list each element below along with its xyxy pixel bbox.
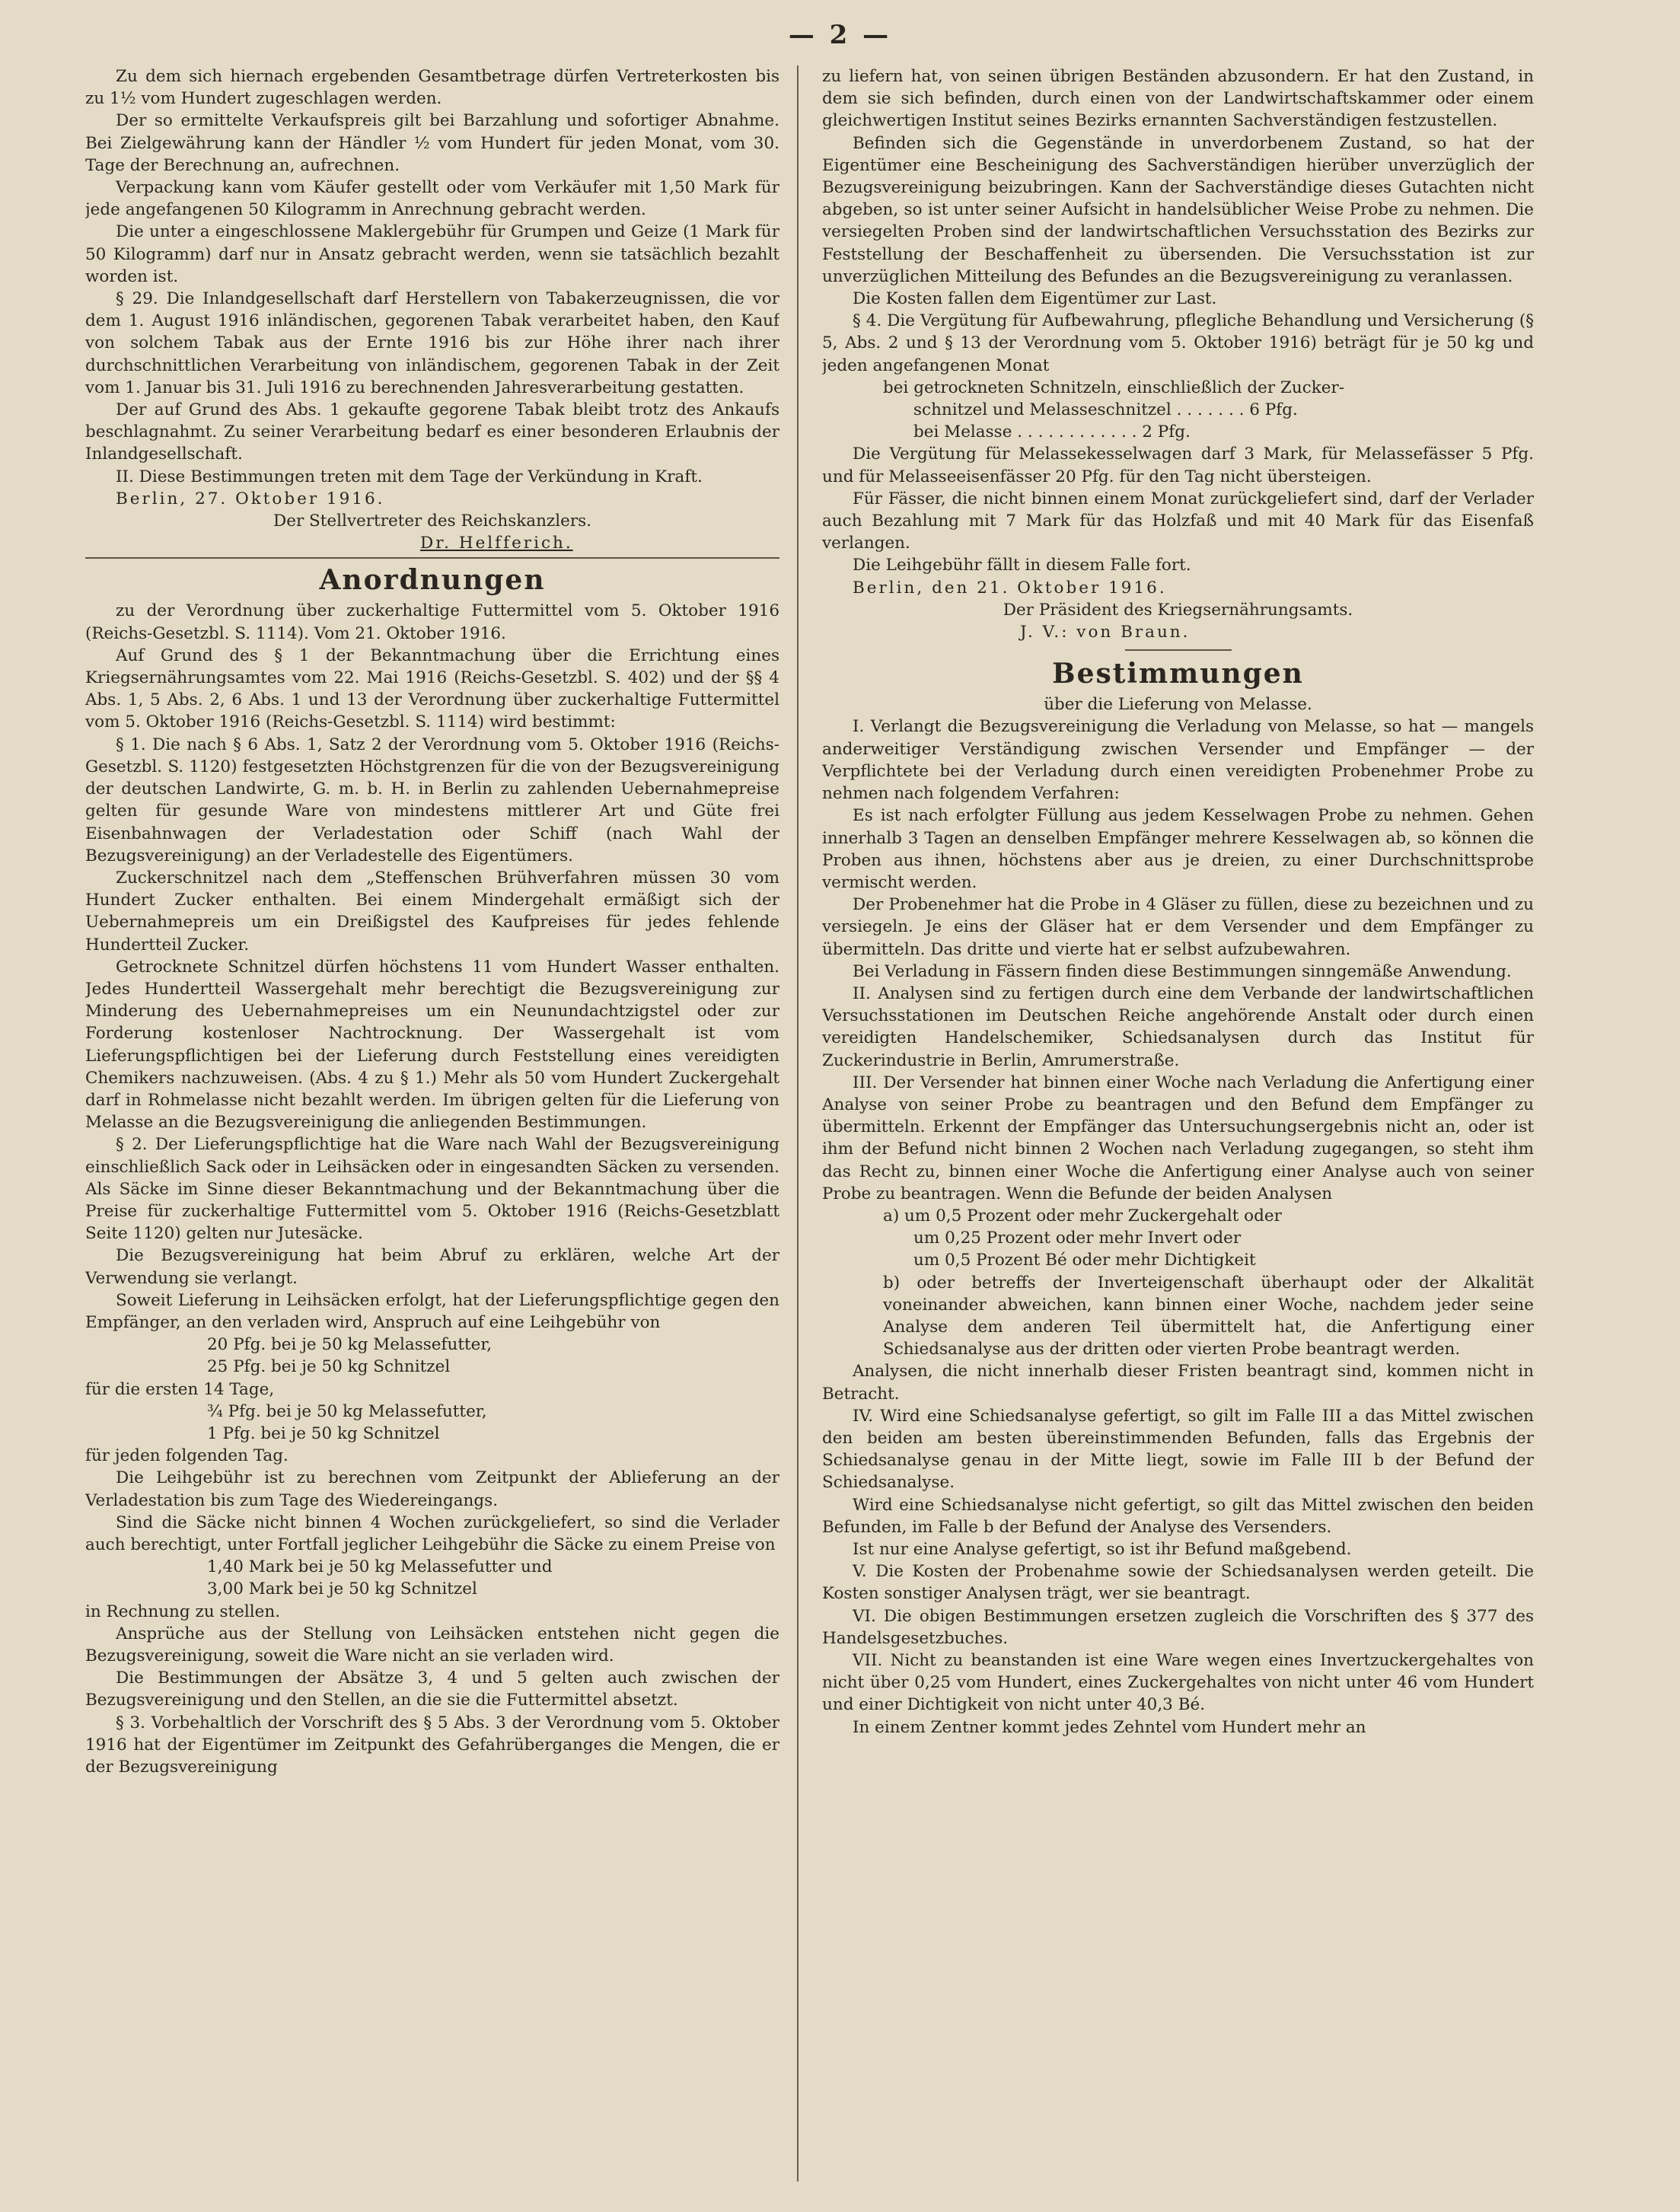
section-divider bbox=[85, 557, 779, 559]
section-heading: Anordnungen bbox=[319, 564, 546, 597]
section-heading: Bestimmungen bbox=[1052, 658, 1304, 690]
paragraph: III. Der Versender hat binnen einer Woche nach Verladung die Anfertigung einer Analyse von seiner Probe zu beantragen und den Befund dem Empfänger zu übermitteln. Erkennt der Empfänger das Untersuchungsergebnis nicht an, oder ist ihm der Befund nicht binnen 2 Wochen nach Verladung zugegangen, so steht ihm das Recht zu, binnen einer Woche die Anfertigung einer Analyse auch von seiner Probe zu beantragen. Wenn die Befunde der beiden Analysen bbox=[822, 1073, 1534, 1203]
fee-line: 25 Pfg. bei je 50 kg Schnitzel bbox=[207, 1357, 451, 1377]
paragraph: Auf Grund des § 1 der Bekanntmachung über die Errichtung eines Kriegsernährungsamtes vom 22. Mai 1916 (Reichs-Gesetzbl. S. 402) und der §§ 4 Abs. 1, 5 Abs. 2, 6 Abs. 1 und 13 der Verordnung über zuckerhaltige Futtermittel vom 5. Oktober 1916 (Reichs-Gesetzbl. S. 1114) wird bestimmt: bbox=[85, 645, 779, 732]
paragraph: I. Verlangt die Bezugsvereinigung die Verladung von Melasse, so hat — mangels anderweitiger Verständigung zwischen Versender und Empfänger — der Verpflichtete bei der Verladung durch einen vereidigten Probenehmer Probe zu nehmen nach folgendem Verfahren: bbox=[822, 717, 1534, 804]
paragraph: Die Bezugsvereinigung hat beim Abruf zu erklären, welche Art der Verwendung sie verlangt. bbox=[85, 1246, 779, 1288]
paragraph: VI. Die obigen Bestimmungen ersetzen zugleich die Vorschriften des § 377 des Handelsgesetzbuches. bbox=[822, 1606, 1534, 1648]
date-line: Berlin, den 21. Oktober 1916. bbox=[853, 578, 1167, 598]
paragraph: Getrocknete Schnitzel dürfen höchstens 11 vom Hundert Wasser enthalten. Jedes Hundertteil Wassergehalt mehr berechtigt die Bezugsvereinigung zur Minderung des Uebernahmepreises um ein Neunundachtzigstel oder zur Forderung kostenloser Nachtrocknung. Der Wassergehalt ist vom Lieferungspflichtigen bei der Lieferung durch Feststellung eines vereidigten Chemikers nachzuweisen. (Abs. 4 zu § 1.) Mehr als 50 vom Hundert Zuckergehalt darf in Rohmelasse nicht bezahlt werden. Im übrigen gelten für die Lieferung von Melasse an die Bezugsvereinigung die anliegenden Bestimmungen. bbox=[85, 957, 779, 1133]
paragraph: Für Fässer, die nicht binnen einem Monat zurückgeliefert sind, darf der Verlader auch Bezahlung mit 7 Mark für das Holzfaß und mit 40 Mark für das Eisenfaß verlangen. bbox=[822, 489, 1534, 553]
paragraph: Der Probenehmer hat die Probe in 4 Gläser zu füllen, diese zu bezeichnen und zu versiegeln. Je eins der Gläser hat er dem Versender und dem Empfänger zu übermitteln. Das dritte und vierte hat er selbst aufzubewahren. bbox=[822, 895, 1534, 959]
list-item: b) oder betreffs der Inverteigenschaft überhaupt oder der Alkalität voneinander abweichen, kann binnen einer Woche, nachdem jeder seine Analyse dem anderen Teil übermittelt hat, die Anfertigung einer Schiedsanalyse aus der dritten oder vierten Probe beantragt werden. bbox=[883, 1273, 1534, 1359]
paragraph: Die Leihgebühr ist zu berechnen vom Zeitpunkt der Ablieferung an der Verladestation bis zum Tage des Wiedereingangs. bbox=[85, 1468, 779, 1510]
paragraph: Der auf Grund des Abs. 1 gekaufte gegorene Tabak bleibt trotz des Ankaufs beschlagnahmt. Zu seiner Verarbeitung bedarf es einer besonderen Erlaubnis der Inlandgesellschaft. bbox=[85, 400, 779, 464]
paragraph: II. Analysen sind zu fertigen durch eine dem Verbande der landwirtschaftlichen Versuchsstationen im Deutschen Reiche angehörende Anstalt oder durch einen vereidigten Handelschemiker, Schiedsanalysen durch das Institut für Zuckerindustrie in Berlin, Amrumerstraße. bbox=[822, 983, 1534, 1070]
list-item: um 0,5 Prozent Bé oder mehr Dichtigkeit bbox=[913, 1251, 1256, 1270]
paragraph: II. Diese Bestimmungen treten mit dem Tage der Verkündung in Kraft. bbox=[116, 467, 703, 486]
paragraph: Befinden sich die Gegenstände in unverdorbenem Zustand, so hat der Eigentümer eine Bescheinigung des Sachverständigen hierüber unverzüglich der Bezugsvereinigung beizubringen. Kann der Sachverständige dieses Gutachten nicht abgeben, so ist unter seiner Aufsicht in handelsüblicher Weise Probe zu nehmen. Die versiegelten Proben sind der landwirtschaftlichen Versuchsstation des Bezirks zur Feststellung der Beschaffenheit zu übersenden. Die Versuchsstation ist zur unverzüglichen Mitteilung des Befundes an die Bezugsvereinigung zu veranlassen. bbox=[822, 133, 1534, 286]
signer-name: Dr. Helfferich. bbox=[420, 534, 573, 553]
paragraph: Es ist nach erfolgter Füllung aus jedem Kesselwagen Probe zu nehmen. Gehen innerhalb 3 Tagen an denselben Empfänger mehrere Kesselwagen ab, so können die Proben aus ihnen, höchstens aber aus je dreien, zu einer Durchschnittsprobe vermischt werden. bbox=[822, 806, 1534, 892]
fee-line: bei getrockneten Schnitzeln, einschließlich der Zucker- bbox=[883, 378, 1345, 397]
price-line: 3,00 Mark bei je 50 kg Schnitzel bbox=[207, 1579, 477, 1599]
list-item: a) um 0,5 Prozent oder mehr Zuckergehalt oder bbox=[883, 1206, 1282, 1226]
paragraph: Wird eine Schiedsanalyse nicht gefertigt, so gilt das Mittel zwischen den beiden Befunden, im Falle b der Befund der Analyse des Versenders. bbox=[822, 1495, 1534, 1537]
paragraph: Die Vergütung für Melassekesselwagen darf 3 Mark, für Melassefässer 5 Pfg. und für Melasseeisenfässer 20 Pfg. für den Tag nicht übersteigen. bbox=[822, 445, 1534, 486]
paragraph: Die Bestimmungen der Absätze 3, 4 und 5 gelten auch zwischen der Bezugsvereinigung und den Stellen, an die sie die Futtermittel absetzt. bbox=[85, 1669, 779, 1710]
section-divider bbox=[1125, 649, 1232, 651]
paragraph: Die Leihgebühr fällt in diesem Falle fort. bbox=[853, 556, 1191, 575]
fee-period: für jeden folgenden Tag. bbox=[85, 1446, 289, 1466]
paragraph: VII. Nicht zu beanstanden ist eine Ware wegen eines Invertzuckergehaltes von nicht über 0,25 vom Hundert, eines Zuckergehaltes von nicht unter 46 vom Hundert und einer Dichtigkeit von nicht unter 40,3 Bé. bbox=[822, 1651, 1534, 1715]
paragraph: V. Die Kosten der Probenahme sowie der Schiedsanalysen werden geteilt. Die Kosten sonstiger Analysen trägt, wer sie beantragt. bbox=[822, 1562, 1534, 1604]
paragraph: Ist nur eine Analyse gefertigt, so ist ihr Befund maßgebend. bbox=[853, 1540, 1352, 1559]
section-subheading: zu der Verordnung über zuckerhaltige Futtermittel vom 5. Oktober 1916 (Reichs-Gesetzbl. S. 1114). Vom 21. Oktober 1916. bbox=[85, 601, 779, 643]
price-line: 1,40 Mark bei je 50 kg Melassefutter und bbox=[207, 1557, 553, 1577]
fee-line: schnitzel und Melasseschnitzel . . . . . . . 6 Pfg. bbox=[913, 400, 1298, 420]
fee-line: ¾ Pfg. bei je 50 kg Melassefutter, bbox=[207, 1401, 487, 1421]
paragraph: Verpackung kann vom Käufer gestellt oder vom Verkäufer mit 1,50 Mark für jede angefangenen 50 Kilogramm in Anrechnung gebracht werden. bbox=[85, 178, 779, 220]
paragraph: Sind die Säcke nicht binnen 4 Wochen zurückgeliefert, so sind die Verlader auch berechtigt, unter Fortfall jeglicher Leihgebühr die Säcke zu einem Preise von bbox=[85, 1512, 779, 1554]
paragraph: In einem Zentner kommt jedes Zehntel vom Hundert mehr an bbox=[853, 1717, 1366, 1737]
fee-line: 1 Pfg. bei je 50 kg Schnitzel bbox=[207, 1423, 440, 1443]
paragraph: Zu dem sich hiernach ergebenden Gesamtbetrage dürfen Vertreterkosten bis zu 1½ vom Hundert zugeschlagen werden. bbox=[85, 67, 779, 109]
right-column bbox=[822, 65, 1534, 2197]
paragraph: Der so ermittelte Verkaufspreis gilt bei Barzahlung und sofortiger Abnahme. Bei Zielgewährung kann der Händler ½ vom Hundert für jeden Monat, vom 30. Tage der Berechnung an, aufrechnen. bbox=[85, 111, 779, 175]
paragraph: Analysen, die nicht innerhalb dieser Fristen beantragt sind, kommen nicht in Betracht. bbox=[822, 1362, 1534, 1404]
fee-period: für die ersten 14 Tage, bbox=[85, 1379, 275, 1399]
column-divider bbox=[797, 65, 799, 2182]
paragraph: § 4. Die Vergütung für Aufbewahrung, pflegliche Behandlung und Versicherung (§ 5, Abs. 2 und § 13 der Verordnung vom 5. Oktober 1916) beträgt für je 50 kg und jeden angefangenen Monat bbox=[822, 311, 1534, 375]
paragraph: Ansprüche aus der Stellung von Leihsäcken entstehen nicht gegen die Bezugsvereinigung, soweit die Ware nicht an sie verladen wird. bbox=[85, 1624, 779, 1666]
paragraph: Soweit Lieferung in Leihsäcken erfolgt, hat der Lieferungspflichtige gegen den Empfänger, an den verladen wird, Anspruch auf eine Leihgebühr von bbox=[85, 1290, 779, 1332]
paragraph: Zuckerschnitzel nach dem „Steffenschen Brühverfahren müssen 30 vom Hundert Zucker enthalten. Bei einem Mindergehalt ermäßigt sich der Uebernahmepreis um ein Dreißigstel des Kaufpreises für jedes fehlende Hundertteil Zucker. bbox=[85, 868, 779, 955]
paragraph: zu liefern hat, von seinen übrigen Beständen abzusondern. Er hat den Zustand, in dem sie sich befinden, durch einen von der Landwirtschaftskammer oder einem gleichwertigen Institut seines Bezirks ernannten Sachverständigen festzustellen. bbox=[822, 67, 1534, 131]
section-subheading: über die Lieferung von Melasse. bbox=[1044, 695, 1312, 715]
left-column bbox=[85, 65, 779, 2197]
paragraph: § 3. Vorbehaltlich der Vorschrift des § 5 Abs. 3 der Verordnung vom 5. Oktober 1916 hat der Eigentümer im Zeitpunkt des Gefahrüberganges die Mengen, die er der Bezugsvereinigung bbox=[85, 1713, 779, 1777]
paragraph: § 29. Die Inlandgesellschaft darf Herstellern von Tabakerzeugnissen, die vor dem 1. August 1916 inländischen, gegorenen Tabak verarbeitet haben, den Kauf von solchem Tabak aus der Ernte 1916 bis zur Höhe ihrer nach ihrer durchschnittlichen Verarbeitung von inländischem, gegorenen Tabak in der Zeit vom 1. Januar bis 31. Juli 1916 zu berechnenden Jahresverarbeitung gestatten. bbox=[85, 289, 779, 397]
signer-title: Der Stellvertreter des Reichskanzlers. bbox=[273, 512, 591, 531]
price-end: in Rechnung zu stellen. bbox=[85, 1602, 281, 1621]
signer-title: Der Präsident des Kriegsernährungsamts. bbox=[1003, 600, 1353, 620]
paragraph: § 1. Die nach § 6 Abs. 1, Satz 2 der Verordnung vom 5. Oktober 1916 (Reichs-Gesetzbl. S. 1120) festgesetzten Höchstgrenzen für die von der Bezugsvereinigung der deutschen Landwirte, G. m. b. H. in Berlin zu zahlenden Uebernahmepreise gelten für gesunde Ware von mindestens mittlerer Art und Güte frei Eisenbahnwagen der Verladestation oder Schiff (nach Wahl der Bezugsvereinigung) an der Verladestelle des Eigentümers. bbox=[85, 735, 779, 865]
list-item: um 0,25 Prozent oder mehr Invert oder bbox=[913, 1229, 1242, 1248]
signer-name: J. V.: von Braun. bbox=[1020, 623, 1191, 642]
fee-line: bei Melasse . . . . . . . . . . . . 2 Pfg. bbox=[913, 422, 1191, 442]
paragraph: Die unter a eingeschlossene Maklergebühr für Grumpen und Geize (1 Mark für 50 Kilogramm) darf nur in Ansatz gebracht werden, wenn sie tatsächlich bezahlt worden ist. bbox=[85, 222, 779, 286]
date-line: Berlin, 27. Oktober 1916. bbox=[116, 489, 385, 508]
page-number: — 2 — bbox=[788, 20, 892, 50]
paragraph: § 2. Der Lieferungspflichtige hat die Ware nach Wahl der Bezugsvereinigung einschließlich Sack oder in Leihsäcken oder in eingesandten Säcken zu versenden. Als Säcke im Sinne dieser Bekanntmachung und der Bekanntmachung über die Preise für zuckerhaltige Futtermittel vom 5. Oktober 1916 (Reichs-Gesetzblatt Seite 1120) gelten nur Jutesäcke. bbox=[85, 1135, 779, 1244]
paragraph: Bei Verladung in Fässern finden diese Bestimmungen sinngemäße Anwendung. bbox=[853, 961, 1512, 981]
fee-line: 20 Pfg. bei je 50 kg Melassefutter, bbox=[207, 1335, 493, 1355]
paragraph: IV. Wird eine Schiedsanalyse gefertigt, so gilt im Falle III a das Mittel zwischen den beiden am besten übereinstimmenden Befunden, falls das Ergebnis der Schiedsanalyse genau in der Mitte liegt, sowie im Falle III b der Befund der Schiedsanalyse. bbox=[822, 1406, 1534, 1493]
paragraph: Die Kosten fallen dem Eigentümer zur Last. bbox=[853, 289, 1217, 309]
